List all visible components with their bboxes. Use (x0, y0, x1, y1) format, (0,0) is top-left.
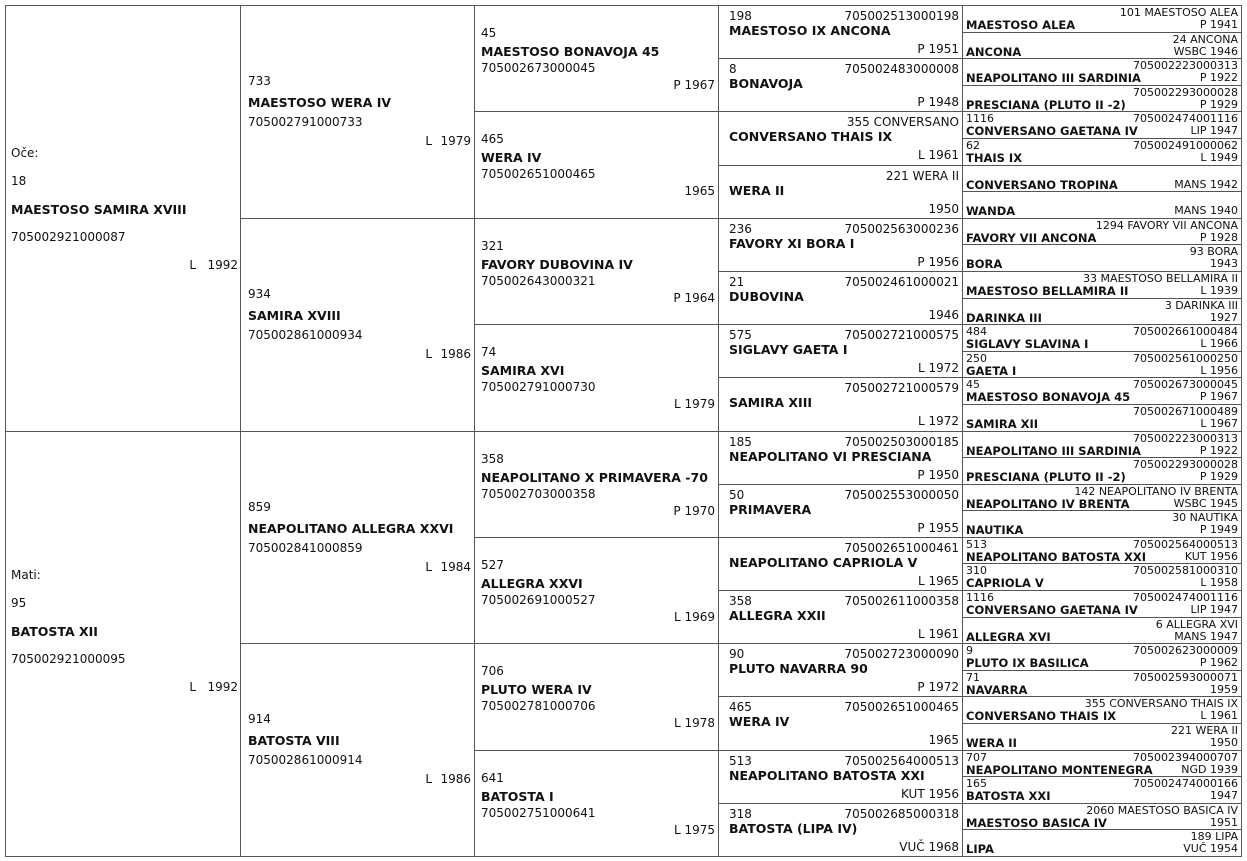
horse-name: NEAPOLITANO BATOSTA XXI (966, 549, 1146, 564)
horse-breed-year: P 1941 (1199, 18, 1238, 31)
horse-number: 236 (729, 221, 752, 236)
horse-id: 705002781000706 (481, 699, 596, 714)
horse-id: 2060 MAESTOSO BASICA IV (1086, 803, 1238, 817)
horse-name: CAPRIOLA V (966, 576, 1044, 591)
horse-number: 575 (729, 328, 752, 343)
horse-number: 513 (966, 537, 987, 551)
horse-breed-year: LIP 1947 (1190, 603, 1238, 617)
horse-id: 705002651000461 (844, 540, 959, 555)
horse-id: 705002394000707 (1133, 750, 1238, 764)
gen5-cell[interactable] (962, 563, 1242, 591)
horse-breed: L (189, 679, 196, 694)
horse-number: 1116 (966, 591, 994, 605)
horse-breed-year: L 1966 (1200, 337, 1238, 351)
horse-name: MAESTOSO BONAVOJA 45 (966, 390, 1131, 405)
horse-number: 321 (481, 238, 504, 253)
horse-name: MAESTOSO BONAVOJA 45 (481, 44, 660, 59)
gen5-cell[interactable] (962, 617, 1242, 645)
gen4-cell[interactable] (718, 111, 963, 165)
horse-breed-year: L 1961 (917, 148, 959, 163)
horse-breed-year: 1927 (1210, 310, 1238, 324)
horse-id: 705002623000009 (1133, 644, 1238, 658)
horse-breed: L (425, 772, 432, 787)
horse-breed: L (425, 559, 432, 574)
horse-number: 513 (729, 753, 752, 768)
horse-number: 45 (481, 26, 497, 40)
gen5-cell[interactable] (962, 85, 1242, 113)
great-grandparent-cell[interactable] (474, 431, 719, 538)
horse-name: WANDA (966, 204, 1016, 219)
horse-number: 641 (481, 770, 504, 785)
horse-breed-year: L 1972 (917, 414, 959, 429)
horse-id: 3 DARINKA III (1164, 298, 1238, 312)
gen4-cell[interactable] (718, 750, 963, 804)
gen5-cell[interactable] (962, 58, 1242, 86)
horse-breed-year: 1965 (928, 733, 959, 748)
horse-name: MAESTOSO ALEA (966, 18, 1076, 32)
horse-name: NEAPOLITANO MONTENEGRA (966, 762, 1153, 777)
gen4-cell[interactable] (718, 643, 963, 697)
horse-id: 705002791000730 (481, 380, 596, 395)
horse-name: DARINKA III (966, 310, 1042, 325)
horse-breed-year: L 1979 (673, 397, 715, 412)
horse-breed-year: L 1965 (917, 573, 959, 588)
gen5-cell[interactable] (962, 298, 1242, 326)
horse-name: BONAVOJA (729, 76, 803, 92)
horse-breed-year: 1947 (1210, 789, 1238, 803)
horse-name: PRESCIANA (PLUTO II -2) (966, 97, 1126, 112)
horse-id: 705002474001116 (1133, 591, 1238, 605)
gen4-cell[interactable] (718, 324, 963, 378)
horse-breed-year: L 1975 (673, 822, 715, 837)
gen4-cell[interactable] (718, 590, 963, 644)
gen4-cell[interactable] (718, 271, 963, 325)
gen5-cell[interactable] (962, 670, 1242, 698)
gen4-cell[interactable] (718, 377, 963, 431)
horse-breed-year: MANS 1940 (1174, 204, 1238, 218)
horse-id: 705002751000641 (481, 805, 596, 820)
horse-number: 358 (481, 451, 504, 466)
horse-breed-year: 1946 (928, 307, 959, 322)
gen4-cell[interactable] (718, 218, 963, 272)
horse-breed-year: P 1951 (917, 42, 959, 56)
horse-id: 705002491000062 (1133, 138, 1238, 152)
horse-id: 705002921000095 (11, 651, 126, 666)
horse-breed-year: 1950 (1210, 736, 1238, 750)
horse-number: 706 (481, 664, 504, 679)
horse-number: 198 (729, 9, 752, 23)
horse-id: 221 WERA II (885, 168, 959, 183)
horse-breed-year: KUT 1956 (1184, 549, 1238, 563)
horse-breed-year: P 1967 (673, 78, 715, 92)
horse-breed-year: 1965 (684, 184, 715, 199)
horse-name: PRESCIANA (PLUTO II -2) (966, 470, 1126, 485)
gen5-cell[interactable] (962, 377, 1242, 405)
horse-name: WERA II (729, 182, 785, 198)
horse-breed-year: NGD 1939 (1181, 762, 1238, 776)
gen5-cell[interactable] (962, 351, 1242, 379)
horse-breed-year: WSBC 1945 (1173, 496, 1238, 510)
gen5-cell[interactable] (962, 431, 1242, 459)
horse-breed: L (425, 134, 432, 148)
horse-id: 355 CONVERSANO THAIS IX (1084, 697, 1238, 711)
horse-year: 1986 (440, 772, 471, 787)
horse-breed-year: P 1964 (673, 290, 715, 305)
horse-year: 1992 (207, 258, 238, 272)
gen5-cell[interactable] (962, 32, 1242, 60)
horse-id: 30 NAUTIKA (1172, 511, 1238, 525)
horse-breed-year: L 1972 (917, 361, 959, 376)
horse-id: 705002553000050 (844, 487, 959, 502)
horse-id: 705002673000045 (1133, 378, 1238, 392)
horse-number: 165 (966, 777, 987, 791)
horse-number: 250 (966, 351, 987, 365)
horse-id: 705002561000250 (1133, 351, 1238, 365)
horse-breed-year: VUČ 1968 (899, 839, 959, 854)
gen5-cell[interactable] (962, 723, 1242, 751)
horse-number: 74 (481, 345, 497, 360)
horse-breed-year: P 1949 (1199, 523, 1238, 537)
horse-breed-year: P 1948 (917, 95, 959, 110)
horse-breed-year: L 1949 (1200, 150, 1238, 164)
gen5-cell[interactable] (962, 643, 1242, 671)
great-grandparent-cell[interactable] (474, 537, 719, 644)
horse-id: 705002861000914 (248, 753, 363, 768)
horse-id: 705002293000028 (1133, 85, 1238, 99)
gen5-cell[interactable] (962, 696, 1242, 724)
horse-breed-year: P 1955 (917, 520, 959, 535)
gen4-cell[interactable] (718, 5, 963, 59)
horse-name: PRIMAVERA (729, 501, 812, 517)
horse-breed-year: L 1978 (673, 716, 715, 731)
horse-id: 355 CONVERSANO (846, 115, 959, 130)
horse-name: SIGLAVY SLAVINA I (966, 337, 1089, 352)
horse-breed-year: P 1929 (1199, 97, 1238, 111)
gen5-cell[interactable] (962, 271, 1242, 299)
horse-id: 705002841000859 (248, 540, 363, 555)
horse-name: FAVORY XI BORA I (729, 235, 855, 251)
horse-name: CONVERSANO GAETANA IV (966, 124, 1138, 139)
horse-id: 142 NEAPOLITANO IV BRENTA (1074, 484, 1238, 498)
horse-number: 310 (966, 564, 987, 578)
horse-id: 705002861000934 (248, 327, 363, 342)
grandparent-cell[interactable] (240, 218, 475, 432)
horse-breed-year: P 1922 (1199, 443, 1238, 457)
horse-name: NEAPOLITANO BATOSTA XXI (729, 767, 925, 783)
horse-number: 914 (248, 712, 271, 727)
horse-name: ALLEGRA XVI (966, 629, 1051, 644)
horse-name: CONVERSANO THAIS IX (966, 709, 1117, 724)
horse-name: BATOSTA XII (11, 623, 98, 639)
horse-number: 185 (729, 434, 752, 449)
horse-number: 859 (248, 499, 271, 514)
gen5-cell[interactable] (962, 218, 1242, 246)
gen4-cell[interactable] (718, 537, 963, 591)
horse-id: 705002661000484 (1133, 325, 1238, 339)
horse-number: 318 (729, 806, 752, 821)
horse-name: SAMIRA XIII (729, 395, 813, 411)
horse-id: 189 LIPA (1190, 830, 1238, 844)
horse-name: WERA IV (481, 150, 542, 166)
horse-id: 705002651000465 (481, 167, 596, 182)
gen4-cell[interactable] (718, 165, 963, 219)
horse-id: 705002474001116 (1133, 112, 1238, 126)
gen5-cell[interactable] (962, 5, 1242, 33)
gen5-cell[interactable] (962, 191, 1242, 219)
horse-number: 95 (11, 595, 27, 610)
horse-name: WERA II (966, 736, 1017, 751)
horse-number: 707 (966, 750, 987, 764)
great-grandparent-cell[interactable] (474, 5, 719, 112)
horse-breed: L (425, 346, 432, 361)
horse-number: 1116 (966, 112, 994, 126)
gen5-cell[interactable] (962, 510, 1242, 538)
horse-breed-year: P 1922 (1199, 71, 1238, 85)
horse-id: 705002564000513 (844, 753, 959, 768)
horse-name: BATOSTA (LIPA IV) (729, 820, 858, 836)
horse-name: PLUTO WERA IV (481, 682, 592, 698)
horse-breed-year: 1943 (1210, 257, 1238, 271)
horse-breed-year: P 1956 (917, 254, 959, 269)
horse-id: 705002685000318 (844, 806, 959, 821)
horse-id: 221 WERA II (1170, 724, 1238, 738)
horse-breed-year: P 1972 (917, 680, 959, 695)
horse-name: BATOSTA VIII (248, 733, 340, 749)
horse-name: LIPA (966, 842, 994, 857)
horse-breed-year: L 1969 (673, 609, 715, 624)
parent-label: Oče: (11, 146, 39, 160)
horse-year: 1984 (440, 559, 471, 574)
horse-id: 705002593000071 (1133, 670, 1238, 684)
horse-name: SAMIRA XII (966, 416, 1039, 431)
horse-breed-year: L 1961 (1200, 709, 1238, 723)
gen5-cell[interactable] (962, 138, 1242, 166)
dam-cell[interactable] (5, 431, 241, 858)
gen5-cell[interactable] (962, 590, 1242, 618)
horse-id: 705002223000313 (1133, 431, 1238, 445)
horse-name: WERA IV (729, 714, 790, 730)
gen5-cell[interactable] (962, 404, 1242, 432)
horse-name: NAUTIKA (966, 523, 1024, 538)
horse-id: 705002581000310 (1133, 564, 1238, 578)
great-grandparent-cell[interactable] (474, 111, 719, 218)
horse-breed-year: 1951 (1210, 815, 1238, 829)
horse-breed-year: 1959 (1210, 682, 1238, 696)
gen4-cell[interactable] (718, 696, 963, 750)
horse-breed-year: 1950 (928, 201, 959, 216)
horse-breed-year: VUČ 1954 (1183, 842, 1238, 856)
horse-id: 24 ANCONA (1172, 32, 1238, 46)
horse-name: PLUTO NAVARRA 90 (729, 661, 868, 677)
horse-id: 705002921000087 (11, 230, 126, 244)
horse-number: 50 (729, 487, 745, 502)
horse-name: ANCONA (966, 44, 1022, 59)
horse-number: 45 (966, 378, 980, 392)
horse-number: 934 (248, 286, 271, 301)
horse-id: 705002703000358 (481, 486, 596, 501)
horse-id: 705002611000358 (844, 594, 959, 609)
horse-name: PLUTO IX BASILICA (966, 656, 1089, 671)
horse-name: MAESTOSO IX ANCONA (729, 23, 891, 38)
horse-name: NEAPOLITANO III SARDINIA (966, 443, 1141, 458)
horse-id: 705002691000527 (481, 592, 596, 607)
horse-name: MAESTOSO BELLAMIRA II (966, 283, 1129, 298)
horse-id: 705002503000185 (844, 434, 959, 449)
horse-name: MAESTOSO WERA IV (248, 95, 392, 110)
great-grandparent-cell[interactable] (474, 218, 719, 325)
horse-breed-year: WSBC 1946 (1173, 44, 1238, 58)
gen4-cell[interactable] (718, 58, 963, 112)
great-grandparent-cell[interactable] (474, 324, 719, 431)
horse-id: 705002513000198 (844, 9, 959, 23)
horse-id: 33 MAESTOSO BELLAMIRA II (1083, 271, 1238, 285)
horse-id: 705002651000465 (844, 700, 959, 715)
horse-name: THAIS IX (966, 150, 1023, 165)
horse-number: 9 (966, 644, 973, 658)
grandparent-cell[interactable] (240, 5, 475, 219)
gen5-cell[interactable] (962, 244, 1242, 272)
horse-id: 705002643000321 (481, 273, 596, 288)
horse-id: 705002563000236 (844, 221, 959, 236)
horse-id: 705002293000028 (1133, 458, 1238, 472)
horse-name: NEAPOLITANO X PRIMAVERA -70 (481, 469, 708, 485)
horse-name: NEAPOLITANO VI PRESCIANA (729, 448, 932, 464)
horse-id: 705002673000045 (481, 61, 596, 75)
horse-number: 465 (481, 132, 504, 147)
horse-breed-year: LIP 1947 (1190, 124, 1238, 138)
horse-number: 21 (729, 274, 745, 289)
gen5-cell[interactable] (962, 484, 1242, 512)
horse-breed-year: L 1956 (1200, 363, 1238, 377)
gen5-cell[interactable] (962, 776, 1242, 804)
horse-breed-year: KUT 1956 (900, 786, 959, 801)
horse-breed-year: P 1967 (1199, 390, 1238, 404)
horse-name: ALLEGRA XXVI (481, 575, 583, 591)
horse-number: 358 (729, 594, 752, 609)
horse-name: BATOSTA I (481, 788, 554, 804)
great-grandparent-cell[interactable] (474, 643, 719, 750)
horse-id: 1294 FAVORY VII ANCONA (1095, 218, 1238, 232)
gen4-cell[interactable] (718, 803, 963, 857)
horse-name: MAESTOSO BASICA IV (966, 815, 1107, 830)
horse-id: 705002564000513 (1133, 537, 1238, 551)
horse-id: 101 MAESTOSO ALEA (1119, 6, 1238, 19)
gen5-cell[interactable] (962, 537, 1242, 565)
horse-number: 62 (966, 138, 980, 152)
horse-breed-year: P 1950 (917, 467, 959, 482)
horse-number: 8 (729, 62, 737, 77)
horse-name: CONVERSANO GAETANA IV (966, 603, 1138, 618)
horse-year: 1986 (440, 346, 471, 361)
horse-number: 484 (966, 325, 987, 339)
horse-id: 705002671000489 (1133, 404, 1238, 418)
great-grandparent-cell[interactable] (474, 750, 719, 857)
horse-breed-year: MANS 1942 (1174, 177, 1238, 191)
horse-name: MAESTOSO SAMIRA XVIII (11, 202, 187, 217)
horse-name: NEAPOLITANO IV BRENTA (966, 496, 1130, 511)
horse-name: BATOSTA XXI (966, 789, 1051, 804)
horse-id: 705002721000575 (844, 328, 959, 343)
gen5-cell[interactable] (962, 803, 1242, 831)
horse-name: GAETA I (966, 363, 1017, 378)
horse-id: 705002791000733 (248, 115, 363, 129)
horse-name: CONVERSANO THAIS IX (729, 129, 893, 145)
horse-name: SAMIRA XVIII (248, 307, 341, 323)
horse-id: 705002461000021 (844, 274, 959, 289)
grandparent-cell[interactable] (240, 643, 475, 857)
horse-number: 527 (481, 557, 504, 572)
gen5-cell[interactable] (962, 750, 1242, 778)
horse-number: 18 (11, 174, 27, 188)
gen4-cell[interactable] (718, 431, 963, 485)
horse-id: 93 BORA (1189, 245, 1238, 259)
horse-number: 465 (729, 700, 752, 715)
horse-id: 705002483000008 (844, 62, 959, 77)
gen5-cell[interactable] (962, 829, 1242, 857)
horse-name: FAVORY VII ANCONA (966, 230, 1097, 245)
horse-name: NEAPOLITANO ALLEGRA XXVI (248, 520, 454, 536)
horse-id: 705002723000090 (844, 647, 959, 662)
gen4-cell[interactable] (718, 484, 963, 538)
gen5-cell[interactable] (962, 457, 1242, 485)
horse-name: SIGLAVY GAETA I (729, 342, 848, 358)
horse-breed-year: P 1970 (673, 503, 715, 518)
gen5-cell[interactable] (962, 324, 1242, 352)
horse-name: FAVORY DUBOVINA IV (481, 256, 633, 272)
parent-label: Mati: (11, 567, 41, 582)
horse-id: 705002721000579 (844, 381, 959, 396)
gen5-cell[interactable] (962, 111, 1242, 139)
horse-breed-year: P 1928 (1199, 230, 1238, 244)
sire-cell[interactable] (5, 5, 241, 432)
horse-name: ALLEGRA XXII (729, 608, 826, 624)
horse-name: BORA (966, 257, 1003, 272)
horse-breed-year: P 1929 (1199, 470, 1238, 484)
horse-breed-year: L 1939 (1200, 283, 1238, 297)
horse-year: 1992 (207, 679, 238, 694)
horse-name: NEAPOLITANO CAPRIOLA V (729, 554, 918, 570)
horse-breed-year: MANS 1947 (1174, 629, 1238, 643)
horse-number: 733 (248, 74, 271, 88)
horse-breed-year: L 1961 (917, 627, 959, 642)
horse-breed-year: P 1962 (1199, 656, 1238, 670)
horse-name: NEAPOLITANO III SARDINIA (966, 71, 1141, 86)
horse-name: DUBOVINA (729, 288, 804, 304)
horse-id: 705002474000166 (1133, 777, 1238, 791)
horse-number: 71 (966, 670, 980, 684)
horse-id: 6 ALLEGRA XVI (1155, 617, 1238, 631)
horse-name: CONVERSANO TROPINA (966, 177, 1118, 192)
horse-breed: L (189, 258, 196, 272)
horse-id: 705002223000313 (1133, 59, 1238, 73)
horse-name: SAMIRA XVI (481, 363, 565, 379)
horse-breed-year: L 1967 (1200, 416, 1238, 430)
grandparent-cell[interactable] (240, 431, 475, 645)
horse-year: 1979 (440, 134, 471, 148)
horse-number: 90 (729, 647, 745, 662)
horse-name: NAVARRA (966, 682, 1028, 697)
horse-breed-year: L 1958 (1200, 576, 1238, 590)
gen5-cell[interactable] (962, 165, 1242, 193)
